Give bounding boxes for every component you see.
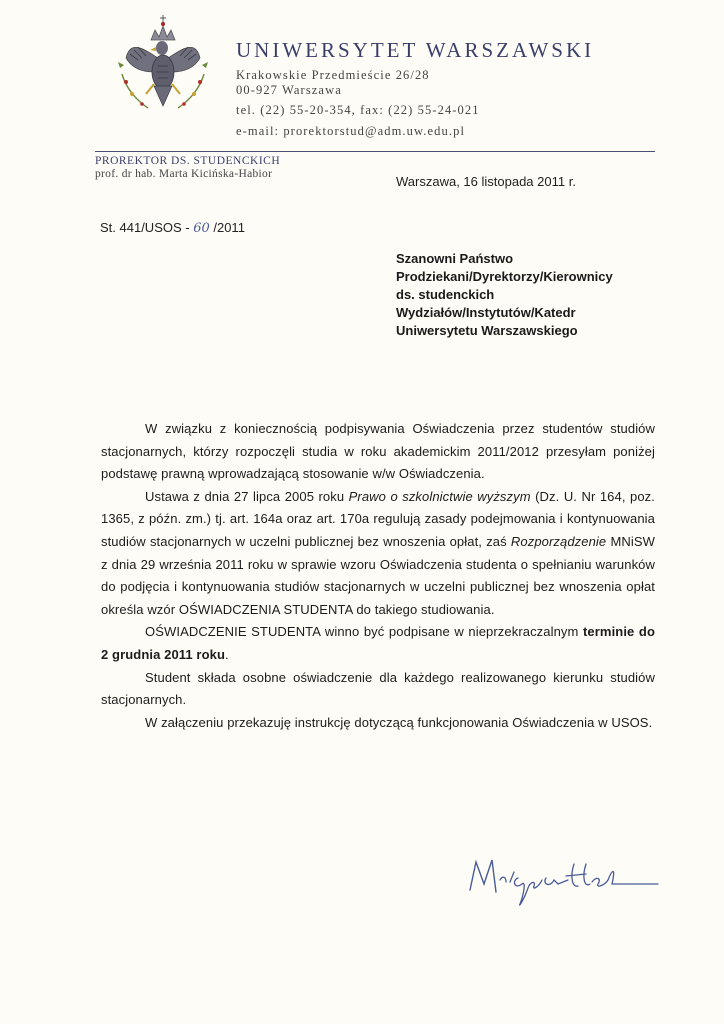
phone-fax: tel. (22) 55-20-354, fax: (22) 55-24-021 xyxy=(236,103,480,117)
university-name: UNIWERSYTET WARSZAWSKI xyxy=(236,38,595,62)
email-address: e-mail: prorektorstud@adm.uw.edu.pl xyxy=(236,124,466,138)
letter-date: Warszawa, 16 listopada 2011 r. xyxy=(396,174,576,189)
body-paragraph-3 xyxy=(101,621,655,666)
body-paragraph-1: W związku z koniecznością podpisywania Oświadczenia przez studentów studiów stacjonarnych, którzy rozpoczęli studia w roku akademickim 2011/2012 przesyłam poniżej podstawę prawną wprowadzającą stosowanie w/w Oświadczenia. xyxy=(101,421,655,482)
address-city: 00-927 Warszawa xyxy=(236,83,342,97)
office-person: prof. dr hab. Marta Kicińska-Habior xyxy=(95,168,273,180)
p3-text: OŚWIADCZENIE STUDENTA winno być podpisane w nieprzekraczalnym xyxy=(145,624,583,640)
p2-text: (Dz. U. Nr 164, poz. 1365, z późn. zm.) tj. art. 164a oraz art. 170a regulują zasady podejmowania i kontynuowania studiów stacjonarnych w uczelni publicznej bez wnoszenia opłat, zaś xyxy=(101,488,655,549)
p2-regulation: Rozporządzenie xyxy=(510,533,607,549)
p3-deadline: terminie do 2 grudnia 2011 roku xyxy=(101,624,655,662)
p2-act-title: Prawo o szkolnictwie wyższym xyxy=(348,488,531,504)
handwritten-signature xyxy=(462,850,662,910)
p3-text: . xyxy=(225,646,229,662)
body-paragraph-5: W załączeniu przekazuję instrukcję dotyczącą funkcjonowania Oświadczenia w USOS. xyxy=(145,714,653,730)
recipient-line: ds. studenckich xyxy=(396,287,495,302)
body-paragraph-4: Student składa osobne oświadczenie dla każdego realizowanego kierunku studiów stacjonarnych. xyxy=(101,669,655,708)
address-street: Krakowskie Przedmieście 26/28 xyxy=(236,68,430,82)
reference-handwritten-number: 60 xyxy=(193,221,210,236)
recipient-line: Uniwersytetu Warszawskiego xyxy=(396,323,578,338)
letter-body xyxy=(101,418,655,734)
recipients-block xyxy=(396,250,613,340)
reference-number xyxy=(100,220,245,236)
reference-prefix: St. 441/USOS - xyxy=(100,220,194,235)
recipient-line: Szanowni Państwo xyxy=(396,251,514,266)
p2-text: MNiSW z dnia 29 września 2011 roku w sprawie wzoru Oświadczenia studenta o spełnianiu warunków do podjęcia i kontynuowania studiów stacjonarnych w uczelni publicznej bez wnoszenia opłat określa wzór OŚWIADCZENIA STUDENTA do takiego studiowania. xyxy=(101,533,655,617)
office-title: PROREKTOR DS. STUDENCKICH xyxy=(95,155,281,167)
letterhead-divider xyxy=(95,151,655,152)
body-paragraph-2 xyxy=(101,486,655,622)
recipient-line: Wydziałów/Instytutów/Katedr xyxy=(396,305,576,320)
recipient-line: Prodziekani/Dyrektorzy/Kierownicy xyxy=(396,269,613,284)
white-eagle-crest-icon xyxy=(108,10,218,126)
p2-text: Ustawa z dnia 27 lipca 2005 roku xyxy=(145,488,349,504)
reference-suffix: /2011 xyxy=(209,220,245,235)
